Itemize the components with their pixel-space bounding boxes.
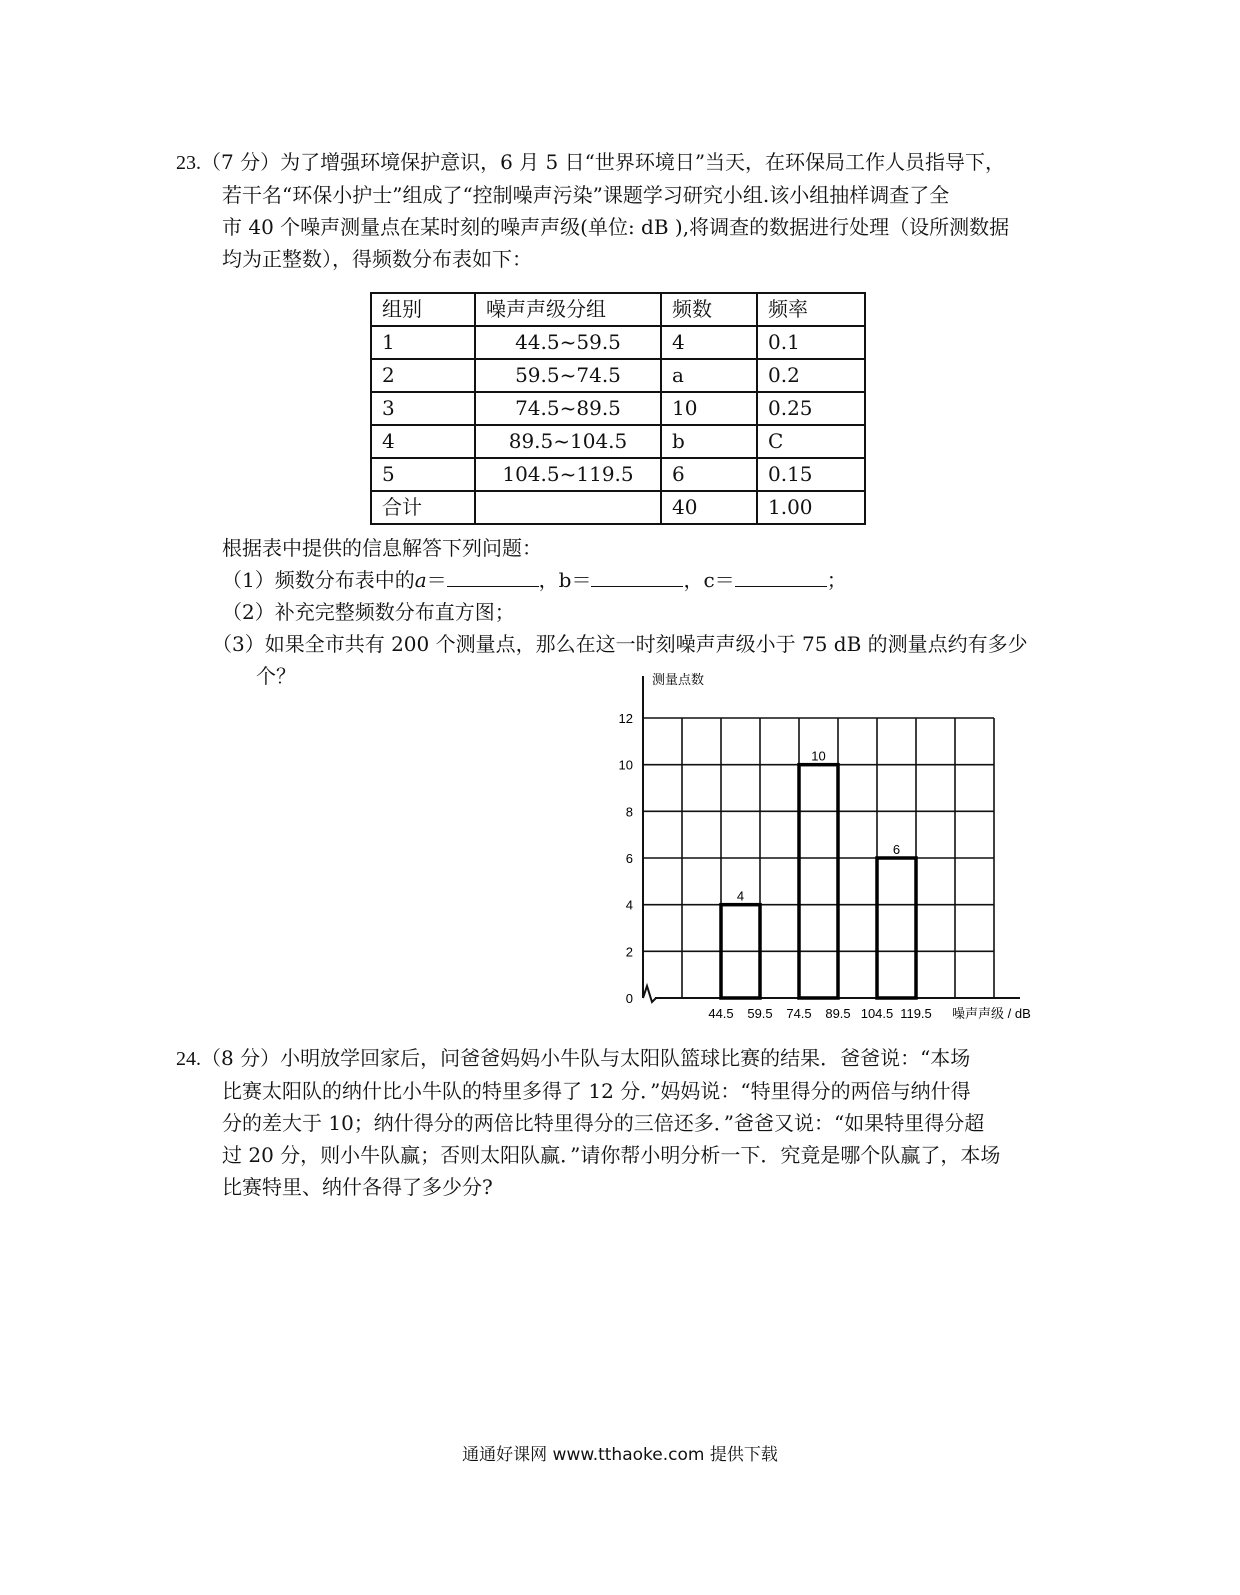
sub1-c: ，c＝ [683, 568, 735, 592]
x-tick-label: 44.5 [708, 1006, 734, 1021]
sub-question-2: （2）补充完整频数分布直方图； [222, 600, 515, 624]
y-tick-label: 4 [625, 897, 633, 913]
bar-value-label: 4 [736, 888, 745, 904]
sub-question-3-cont: 个？ [256, 664, 296, 688]
table-cell: 104.5~119.5 [475, 458, 661, 491]
question-text-line: 市 40 个噪声测量点在某时刻的噪声声级(单位: dB ),将调查的数据进行处理（设所测数据 [222, 215, 1010, 239]
x-tick-label: 59.5 [747, 1006, 773, 1021]
table-cell: 89.5~104.5 [475, 425, 661, 458]
chart-bars [721, 749, 916, 998]
question-text-line: （7 分）为了增强环境保护意识，6 月 5 日“世界环境日”当天，在环保局工作人员指导下， [201, 150, 1006, 174]
histogram-bar [799, 765, 838, 998]
question-text-line: （8 分）小明放学回家后，问爸爸妈妈小牛队与太阳队篮球比赛的结果．爸爸说：“本场 [201, 1046, 971, 1070]
page-footer: 通通好课网 www.tthaoke.com 提供下载 [462, 1445, 778, 1465]
table-cell: 59.5~74.5 [475, 359, 661, 392]
table-cell: 0.1 [757, 326, 865, 359]
table-header-row [371, 293, 865, 326]
table-cell: 5 [371, 458, 475, 491]
sub-question-intro: 根据表中提供的信息解答下列问题： [222, 536, 542, 560]
sub-question-3: （3）如果全市共有 200 个测量点，那么在这一时刻噪声声级小于 75 dB 的测量点约有多少 [212, 632, 1028, 656]
question-text-line: 过 20 分，则小牛队赢；否则太阳队赢．”请你帮小明分析一下．究竟是哪个队赢了，本场 [222, 1143, 1001, 1167]
table-row [371, 359, 865, 392]
sub1-end: ； [826, 568, 847, 592]
table-cell: 74.5~89.5 [475, 392, 661, 425]
sub1-eq-a: ＝ [426, 568, 447, 592]
x-tick-label: 74.5 [786, 1006, 812, 1021]
table-cell: 合计 [371, 491, 475, 524]
variable-a: a [414, 568, 427, 592]
bar-value-label: 6 [892, 842, 901, 857]
y-tick-labels [619, 711, 633, 1006]
table-cell: 44.5~59.5 [475, 326, 661, 359]
header-cell: 噪声声级分组 [475, 293, 661, 326]
table-cell: 1 [371, 326, 475, 359]
x-axis-label: 噪声声级 / dB [952, 1006, 1031, 1021]
header-cell: 频数 [661, 293, 757, 326]
question-text-line: 均为正整数），得频数分布表如下： [222, 247, 532, 271]
y-tick-label: 8 [625, 804, 633, 820]
y-tick-label: 12 [618, 711, 633, 726]
question-text-line: 比赛特里、纳什各得了多少分? [222, 1175, 493, 1199]
sub1-b: ，b＝ [538, 568, 592, 592]
table-cell: 0.2 [757, 359, 865, 392]
answer-blank-b[interactable] [591, 566, 683, 587]
question-text-line: 比赛太阳队的纳什比小牛队的特里多得了 12 分．”妈妈说：“特里得分的两倍与纳什得 [222, 1079, 971, 1103]
table-cell: 4 [661, 326, 757, 359]
table-cell: 40 [661, 491, 757, 524]
table-cell: 1.00 [757, 491, 865, 524]
question-24 [176, 1042, 1056, 1203]
y-tick-label: 2 [625, 944, 633, 960]
y-tick-label: 0 [625, 991, 633, 1006]
table-cell: 0.15 [757, 458, 865, 491]
question-text-line: 若干名“环保小护士”组成了“控制噪声污染”课题学习研究小组.该小组抽样调查了全 [222, 183, 950, 207]
y-tick-label: 6 [625, 851, 633, 866]
header-cell: 组别 [371, 293, 475, 326]
table-cell: 2 [371, 359, 475, 392]
question-text-line: 分的差大于 10；纳什得分的两倍比特里得分的三倍还多．”爸爸又说：“如果特里得分超 [222, 1111, 985, 1135]
histogram-chart [610, 668, 1060, 1028]
header-cell: 频率 [757, 293, 865, 326]
x-tick-label: 119.5 [900, 1006, 932, 1021]
table-cell [475, 491, 661, 524]
sub1-prefix: （1）频数分布表中的 [222, 568, 415, 592]
frequency-table [370, 292, 866, 525]
y-tick-label: 10 [618, 757, 633, 773]
table-row [371, 392, 865, 425]
table-row [371, 458, 865, 491]
table-cell: C [757, 425, 865, 458]
question-number: 24. [176, 1048, 201, 1070]
histogram-bar [877, 858, 916, 998]
table-row [371, 425, 865, 458]
answer-blank-a[interactable] [447, 566, 539, 587]
bar-value-label: 10 [811, 748, 826, 764]
x-tick-labels [708, 1006, 931, 1021]
axis-break-mark [643, 986, 656, 1002]
table-cell: a [661, 359, 757, 392]
x-tick-label: 89.5 [825, 1006, 851, 1021]
table-cell: 3 [371, 392, 475, 425]
chart-axes [643, 676, 1020, 1002]
answer-blank-c[interactable] [735, 566, 827, 587]
x-tick-label: 104.5 [860, 1006, 894, 1021]
y-axis-label: 测量点数 [652, 672, 705, 687]
table-cell: 10 [661, 392, 757, 425]
question-23 [176, 146, 1056, 275]
table-cell: b [661, 425, 757, 458]
sub-question-1 [222, 564, 1062, 596]
table-cell: 0.25 [757, 392, 865, 425]
table-row [371, 326, 865, 359]
table-cell: 4 [371, 425, 475, 458]
question-number: 23. [176, 152, 201, 174]
table-row-total [371, 491, 865, 524]
table-cell: 6 [661, 458, 757, 491]
